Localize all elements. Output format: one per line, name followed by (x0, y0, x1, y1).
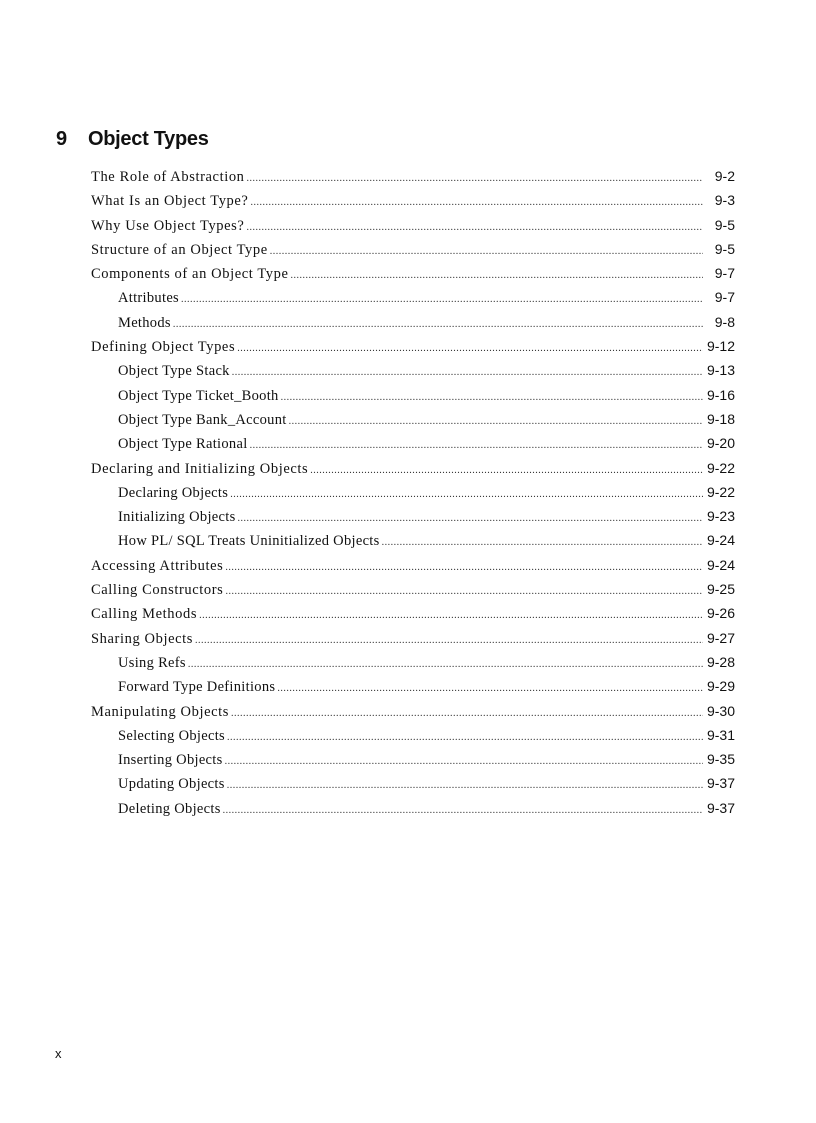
toc-entry-page: 9-28 (706, 653, 735, 670)
toc-entry[interactable] (91, 747, 735, 771)
toc-entry[interactable] (91, 796, 735, 820)
toc-entry[interactable] (91, 723, 735, 747)
toc-entry[interactable] (91, 213, 735, 237)
chapter-heading (56, 128, 209, 151)
toc-entry-page: 9-3 (714, 192, 735, 209)
toc-entry-page: 9-13 (706, 362, 735, 379)
toc-entry-page: 9-35 (706, 751, 735, 768)
toc-dot-leader (246, 216, 703, 240)
toc-entry-page: 9-8 (714, 313, 735, 330)
toc-entry-title: Accessing Attributes (91, 557, 224, 574)
toc-entry[interactable] (91, 771, 735, 795)
toc-entry-title: How PL/ SQL Treats Uninitialized Objects (118, 533, 380, 550)
toc-entry-title: Selecting Objects (118, 727, 225, 744)
toc-dot-leader (250, 434, 703, 458)
toc-entry-title: Methods (118, 314, 171, 331)
toc-entry-page: 9-24 (706, 556, 735, 573)
toc-entry[interactable] (91, 261, 735, 285)
toc-entry-title: Deleting Objects (118, 800, 221, 817)
toc-entry-title: Attributes (118, 290, 179, 307)
toc-entry-page: 9-18 (706, 410, 735, 427)
toc-entry-page: 9-27 (706, 629, 735, 646)
toc-entry[interactable] (91, 237, 735, 261)
toc-dot-leader (247, 167, 703, 191)
toc-entry-title: Object Type Rational (118, 436, 248, 453)
toc-entry-title: Calling Methods (91, 606, 198, 623)
chapter-title: Object Types (88, 128, 209, 150)
toc-entry[interactable] (91, 553, 735, 577)
toc-dot-leader (227, 774, 703, 798)
toc-entry-title: Why Use Object Types? (91, 217, 245, 234)
toc-dot-leader (310, 459, 703, 483)
toc-entry-title: The Role of Abstraction (91, 169, 245, 185)
toc-entry-page: 9-25 (706, 581, 735, 598)
toc-entry[interactable] (91, 285, 735, 309)
toc-entry[interactable] (91, 456, 735, 480)
toc-entry-page: 9-37 (706, 799, 735, 816)
toc-dot-leader (250, 191, 703, 215)
chapter-number: 9 (56, 128, 67, 150)
toc-entry[interactable] (91, 601, 735, 625)
toc-entry-title: Object Type Bank_Account (118, 411, 287, 428)
toc-dot-leader (237, 337, 703, 361)
toc-entry[interactable] (91, 164, 735, 188)
toc-entry-title: Object Type Ticket_Booth (118, 387, 279, 404)
page-folio: x (55, 1046, 62, 1061)
toc-entry-page: 9-2 (714, 168, 735, 184)
toc-dot-leader (223, 799, 703, 823)
toc-entry[interactable] (91, 626, 735, 650)
toc-entry-page: 9-26 (706, 605, 735, 622)
toc-dot-leader (270, 240, 703, 264)
toc-entry-page: 9-5 (714, 216, 735, 233)
toc-entry-page: 9-22 (706, 459, 735, 476)
toc-dot-leader (291, 264, 703, 288)
toc-dot-leader (195, 629, 703, 653)
toc-entry-title: Declaring and Initializing Objects (91, 460, 309, 477)
toc-dot-leader (225, 750, 703, 774)
toc-entry-page: 9-22 (706, 483, 735, 500)
toc-entry-title: Declaring Objects (118, 484, 229, 501)
toc-entry-title: Updating Objects (118, 776, 225, 793)
toc-dot-leader (382, 531, 703, 555)
toc-entry[interactable] (91, 407, 735, 431)
toc-dot-leader (281, 386, 703, 410)
toc-entry[interactable] (91, 650, 735, 674)
toc-entry-title: Manipulating Objects (91, 703, 230, 720)
toc-entry-title: Initializing Objects (118, 509, 236, 526)
toc-entry[interactable] (91, 577, 735, 601)
toc-entry-page: 9-16 (706, 386, 735, 403)
toc-entry-page: 9-20 (706, 435, 735, 452)
toc-entry-title: Structure of an Object Type (91, 241, 268, 258)
toc-entry-page: 9-37 (706, 775, 735, 792)
toc-entry-page: 9-5 (714, 240, 735, 257)
toc-entry[interactable] (91, 674, 735, 698)
toc-entry-page: 9-30 (706, 702, 735, 719)
toc-entry[interactable] (91, 383, 735, 407)
toc-entry-title: Calling Constructors (91, 582, 224, 599)
toc-entry[interactable] (91, 358, 735, 382)
toc-dot-leader (231, 702, 703, 726)
toc-entry-page: 9-7 (714, 289, 735, 306)
toc-entry-page: 9-23 (706, 508, 735, 525)
toc-entry[interactable] (91, 188, 735, 212)
toc-entry-page: 9-24 (706, 532, 735, 549)
toc-dot-leader (181, 288, 703, 312)
toc-entry-page: 9-7 (714, 265, 735, 282)
toc-dot-leader (277, 677, 703, 701)
toc-entry-page: 9-12 (706, 338, 735, 355)
toc-entry-title: Components of an Object Type (91, 266, 289, 283)
toc-entry[interactable] (91, 528, 735, 552)
toc-entry-title: Defining Object Types (91, 339, 236, 356)
toc-entry-title: Inserting Objects (118, 752, 223, 769)
toc-entry-title: Forward Type Definitions (118, 679, 276, 696)
toc-dot-leader (173, 313, 703, 337)
toc-entry[interactable] (91, 431, 735, 455)
toc-dot-leader (188, 653, 703, 677)
toc-dot-leader (225, 580, 703, 604)
toc-entry[interactable] (91, 310, 735, 334)
toc-entry-title: What Is an Object Type? (91, 193, 249, 210)
toc-entry[interactable] (91, 334, 735, 358)
table-of-contents (91, 164, 735, 820)
toc-entry[interactable] (91, 480, 735, 504)
toc-dot-leader (199, 604, 703, 628)
toc-entry-title: Object Type Stack (118, 363, 230, 380)
toc-dot-leader (230, 483, 703, 507)
toc-entry-title: Sharing Objects (91, 630, 194, 647)
toc-dot-leader (232, 361, 703, 385)
toc-entry[interactable] (91, 504, 735, 528)
toc-dot-leader (225, 556, 703, 580)
toc-entry[interactable] (91, 699, 735, 723)
toc-dot-leader (227, 726, 703, 750)
toc-entry-page: 9-29 (706, 678, 735, 695)
toc-entry-title: Using Refs (118, 654, 186, 671)
toc-entry-page: 9-31 (706, 726, 735, 743)
toc-dot-leader (238, 507, 703, 531)
toc-dot-leader (289, 410, 703, 434)
